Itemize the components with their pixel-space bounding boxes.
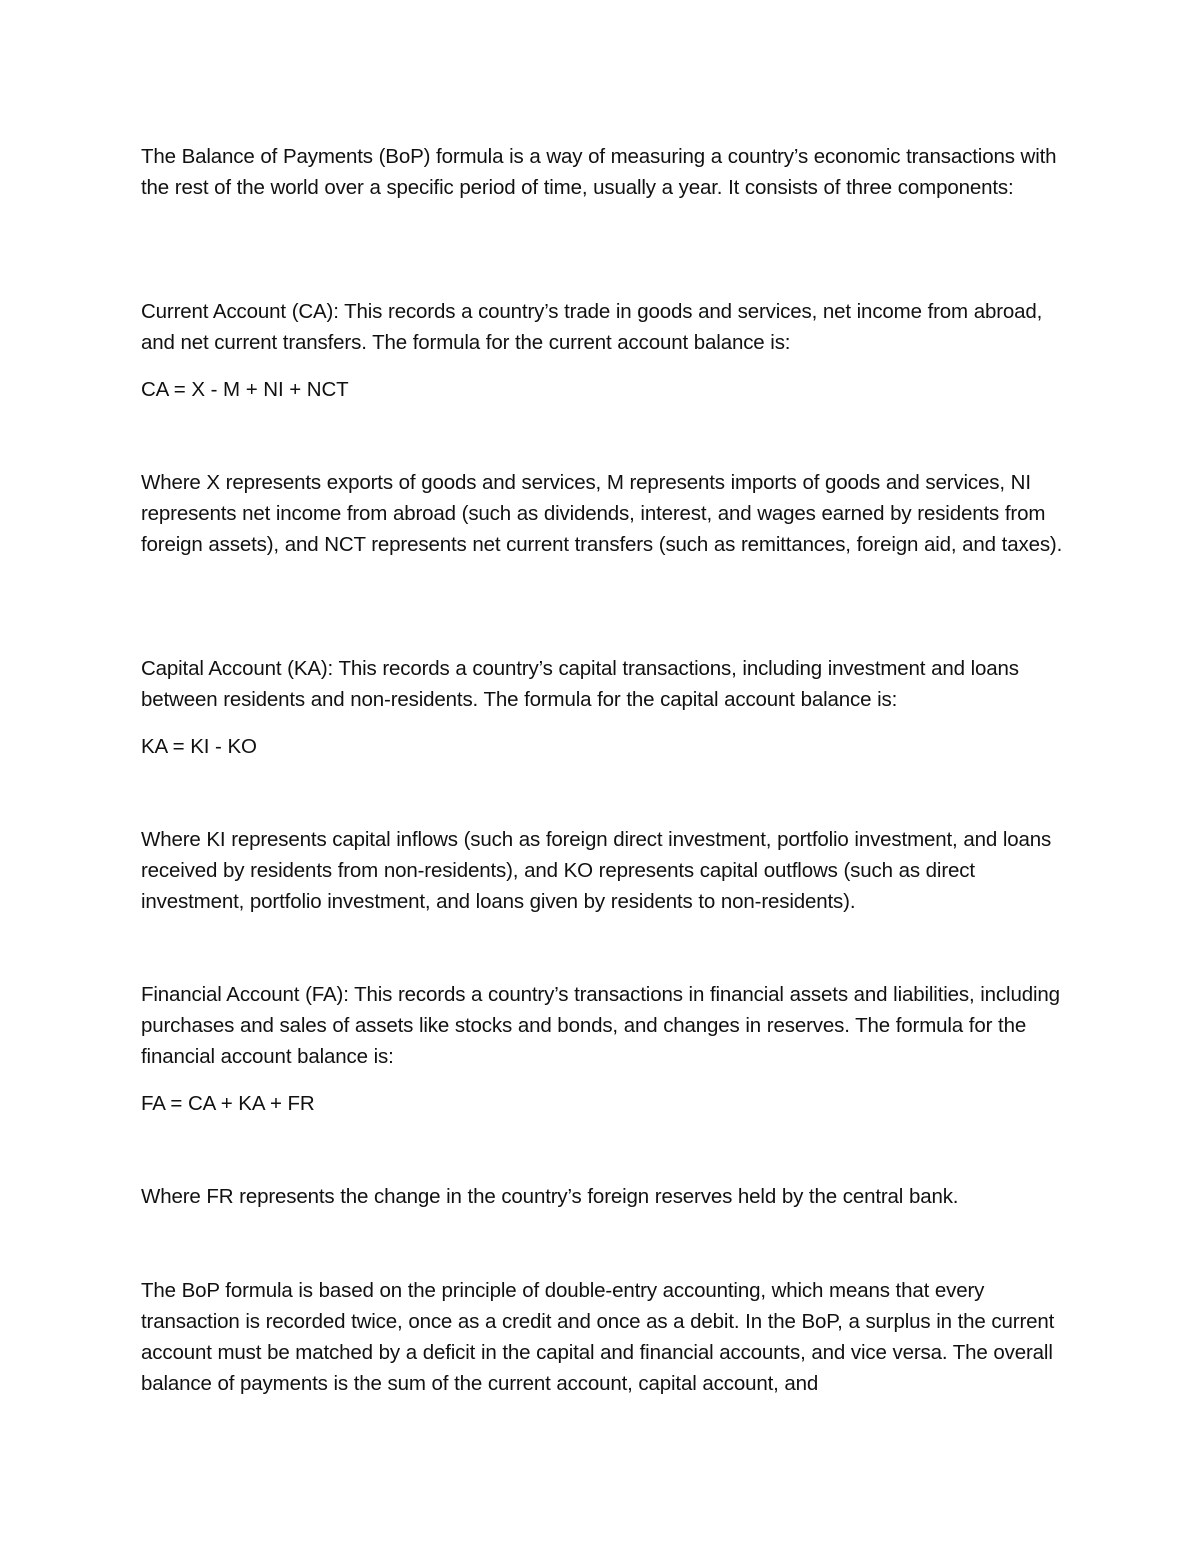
current-account-paragraph: Current Account (CA): This records a country’s trade in goods and services, net income from abroad, and net current transfers. The formula for the current account balance is:	[141, 300, 1043, 354]
current-account-explanation: Where X represents exports of goods and services, M represents imports of goods and services, NI represents net income from abroad (such as dividends, interest, and wages earned by residents from foreign assets), and NCT represents net current transfers (such as remittances, foreign aid, and taxes).	[141, 471, 1063, 556]
capital-account-explanation: Where KI represents capital inflows (such as foreign direct investment, portfolio investment, and loans received by residents from non-residents), and KO represents capital outflows (such as direct investment, portfolio investment, and loans given by residents to non-residents).	[141, 828, 1052, 913]
intro-paragraph: The Balance of Payments (BoP) formula is a way of measuring a country’s economic transactions with the rest of the world over a specific period of time, usually a year. It consists of three components:	[141, 145, 1057, 199]
current-account-formula: CA = X - M + NI + NCT	[141, 378, 349, 401]
financial-account-paragraph: Financial Account (FA): This records a country’s transactions in financial assets and liabilities, including purchases and sales of assets like stocks and bonds, and changes in reserves. The formula for the financial account balance is:	[141, 983, 1060, 1068]
capital-account-paragraph: Capital Account (KA): This records a country’s capital transactions, including investment and loans between residents and non-residents. The formula for the capital account balance is:	[141, 657, 1019, 711]
capital-account-formula: KA = KI - KO	[141, 735, 257, 758]
financial-account-formula: FA = CA + KA + FR	[141, 1092, 315, 1115]
foreign-reserves-paragraph: Where FR represents the change in the country’s foreign reserves held by the central bank.	[141, 1185, 959, 1208]
double-entry-paragraph: The BoP formula is based on the principle of double-entry accounting, which means that every transaction is recorded twice, once as a credit and once as a debit. In the BoP, a surplus in the current account must be matched by a deficit in the capital and financial accounts, and vice versa. The overall balance of payments is the sum of the current account, capital account, and	[141, 1279, 1055, 1395]
